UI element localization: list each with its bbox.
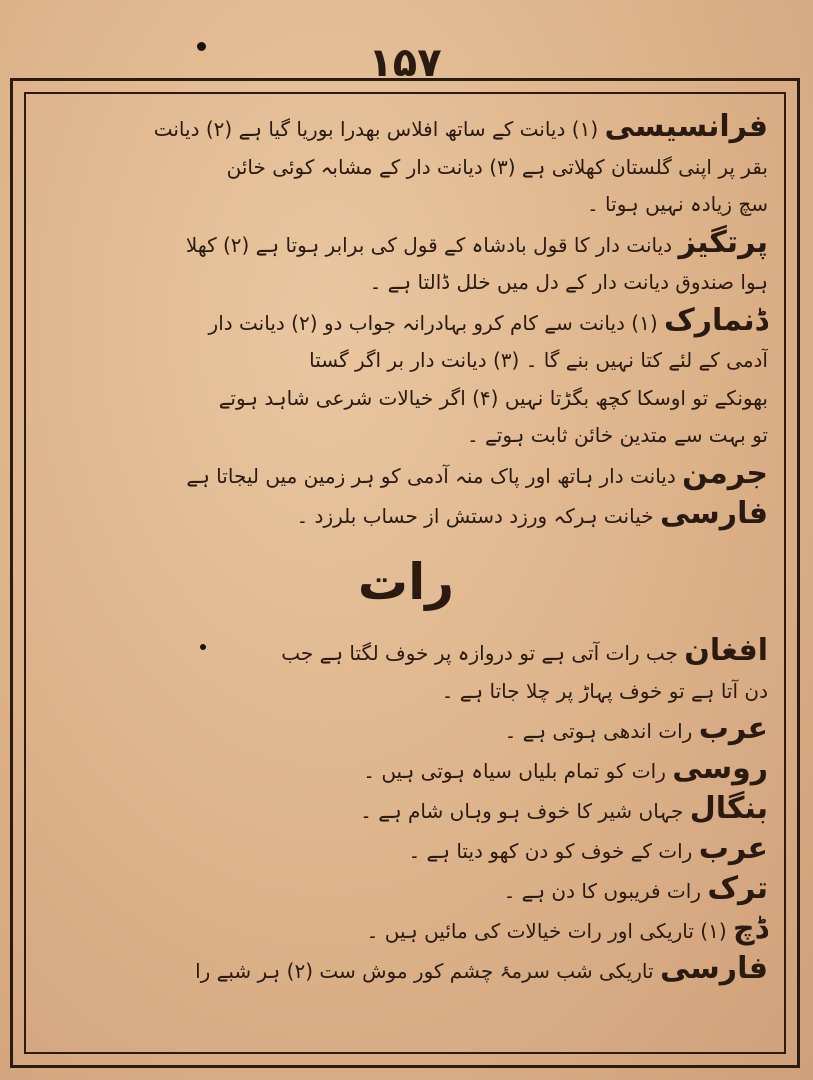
text-line bbox=[44, 186, 768, 224]
language-label: عرب bbox=[698, 830, 768, 866]
proverb-text: آدمی کے لئے کتا نہیں بنے گا ۔ (۳) دیانت دار بر اگر گستا bbox=[309, 348, 768, 372]
text-line bbox=[44, 495, 768, 536]
text-line bbox=[44, 710, 768, 750]
language-label: افغان bbox=[684, 632, 768, 668]
proverb-text: تاریکی شب سرمۂ چشم کور موش ست (۲) ہر شبے را bbox=[195, 958, 660, 983]
text-line bbox=[44, 790, 768, 830]
language-label: ڈنمارک bbox=[664, 302, 768, 338]
section-night bbox=[44, 632, 768, 990]
proverb-text: بقر پر اپنی گلستان کھلاتی ہے (۳) دیانت دار کے مشابہ کوئی خائن bbox=[226, 154, 768, 179]
language-label: روسی bbox=[672, 750, 768, 786]
text-line bbox=[44, 149, 768, 187]
proverb-text: رات فریبوں کا دن ہے ۔ bbox=[503, 878, 708, 903]
language-label: عرب bbox=[698, 710, 768, 746]
proverb-text: (۱) تاریکی اور رات خیالات کی مائیں ہیں ۔ bbox=[366, 918, 734, 943]
proverb-text: تو بہت سے متدین خائن ثابت ہوتے ۔ bbox=[466, 423, 768, 447]
ink-dot bbox=[197, 42, 206, 51]
text-line bbox=[44, 302, 768, 343]
text-line bbox=[44, 750, 768, 790]
text-line bbox=[44, 455, 768, 496]
proverb-text: رات کے خوف کو دن کھو دیتا ہے ۔ bbox=[408, 838, 699, 863]
proverb-text: دیانت دار ہاتھ اور پاک منہ آدمی کو ہر زمین میں لیجاتا ہے bbox=[186, 463, 683, 488]
language-label: پرتگیز bbox=[678, 224, 768, 260]
language-label: بنگال bbox=[689, 790, 768, 826]
text-line bbox=[44, 830, 768, 870]
text-line bbox=[44, 632, 768, 672]
proverb-text: دن آتا ہے تو خوف پہاڑ پر چلا جاتا ہے ۔ bbox=[441, 678, 768, 703]
page-content bbox=[44, 108, 768, 990]
language-label: فرانسیسی bbox=[604, 109, 768, 144]
language-label: فارسی bbox=[659, 950, 768, 986]
proverb-text: رات اندھی ہوتی ہے ۔ bbox=[504, 718, 699, 743]
proverb-text: جب رات آتی ہے تو دروازہ پر خوف لگتا ہے جب bbox=[281, 640, 685, 665]
text-line bbox=[44, 224, 768, 265]
language-label: ترک bbox=[707, 870, 768, 906]
proverb-text: دیانت دار کا قول بادشاہ کے قول کی برابر ہوتا ہے (۲) کھلا bbox=[185, 232, 679, 257]
text-line bbox=[44, 264, 768, 302]
text-line bbox=[44, 417, 768, 455]
proverb-text: ہوا صندوق دیانت دار کے دل میں خلل ڈالتا ہے ۔ bbox=[369, 270, 768, 294]
text-line bbox=[44, 950, 768, 990]
proverb-text: جہاں شیر کا خوف ہو وہاں شام ہے ۔ bbox=[360, 798, 690, 823]
language-label: جرمن bbox=[682, 455, 768, 491]
language-label: ڈچ bbox=[733, 910, 768, 946]
proverb-text: رات کو تمام بلیاں سیاہ ہوتی ہیں ۔ bbox=[363, 758, 673, 783]
ink-dot bbox=[200, 644, 206, 650]
text-line bbox=[44, 342, 768, 380]
proverb-text: بھونکے تو اوسکا کچھ بگڑتا نہیں (۴) اگر خیالات شرعی شاہد ہوتے bbox=[218, 385, 768, 410]
proverb-text: خیانت ہرکہ ورزد دستش از حساب بلرزد ۔ bbox=[296, 504, 660, 528]
section-honesty bbox=[44, 108, 768, 536]
proverb-text: (۱) دیانت سے کام کرو بہادرانہ جواب دو (۲) دیانت دار bbox=[208, 310, 664, 335]
text-line bbox=[44, 910, 768, 950]
section-heading: رات bbox=[357, 552, 455, 611]
proverb-text: سچ زیادہ نہیں ہوتا ۔ bbox=[586, 192, 768, 216]
text-line bbox=[44, 380, 768, 418]
text-line bbox=[44, 870, 768, 910]
text-line bbox=[44, 672, 768, 710]
page-number: ۱۵۷ bbox=[368, 40, 442, 86]
language-label: فارسی bbox=[659, 496, 768, 531]
proverb-text: (۱) دیانت کے ساتھ افلاس بھدرا بوریا گیا ہے (۲) دیانت bbox=[153, 117, 605, 141]
text-line bbox=[44, 108, 768, 149]
